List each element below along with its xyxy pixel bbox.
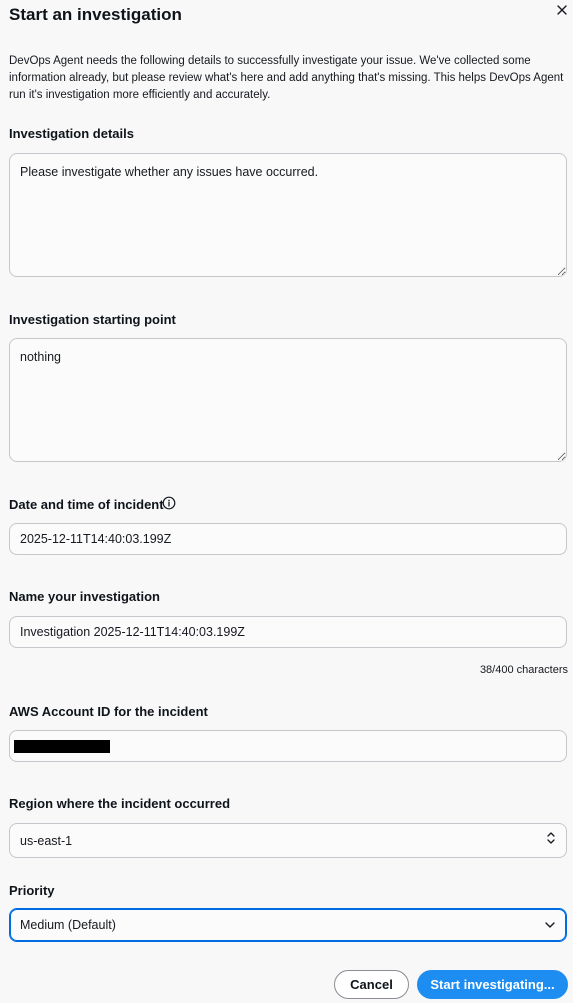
starting-point-label: Investigation starting point (9, 312, 176, 327)
details-label: Investigation details (9, 126, 134, 141)
region-label: Region where the incident occurred (9, 796, 231, 811)
start-investigating-button[interactable]: Start investigating... (417, 970, 568, 999)
details-textarea[interactable] (9, 153, 567, 277)
redacted-account-id (14, 740, 110, 753)
priority-select[interactable] (9, 908, 567, 942)
account-label: AWS Account ID for the incident (9, 704, 208, 719)
datetime-label: Date and time of incident (9, 497, 164, 512)
region-select[interactable] (9, 823, 567, 858)
dialog-intro: DevOps Agent needs the following details to successfully investigate your issue. We've collected some information already, but please review what's here and add anything that's missing. This helps DevOps Agent run it's investigation more efficiently and accurately. (9, 55, 564, 101)
dialog-title: Start an investigation (9, 5, 182, 24)
datetime-input[interactable]: 2025-12-11T14:40:03.199Z (9, 523, 567, 555)
region-value: us-east-1 (20, 833, 73, 848)
name-label: Name your investigation (9, 589, 160, 604)
cancel-button[interactable]: Cancel (334, 970, 409, 999)
character-counter: 38/400 characters (479, 664, 568, 676)
starting-point-textarea[interactable] (9, 338, 567, 462)
priority-value: Medium (Default) (20, 918, 116, 932)
name-input[interactable]: Investigation 2025-12-11T14:40:03.199Z (9, 616, 567, 648)
info-icon[interactable] (162, 496, 176, 510)
chevron-down-icon (544, 910, 556, 940)
priority-label: Priority (9, 883, 55, 898)
updown-chevron-icon (546, 826, 556, 856)
close-icon[interactable] (555, 3, 569, 17)
